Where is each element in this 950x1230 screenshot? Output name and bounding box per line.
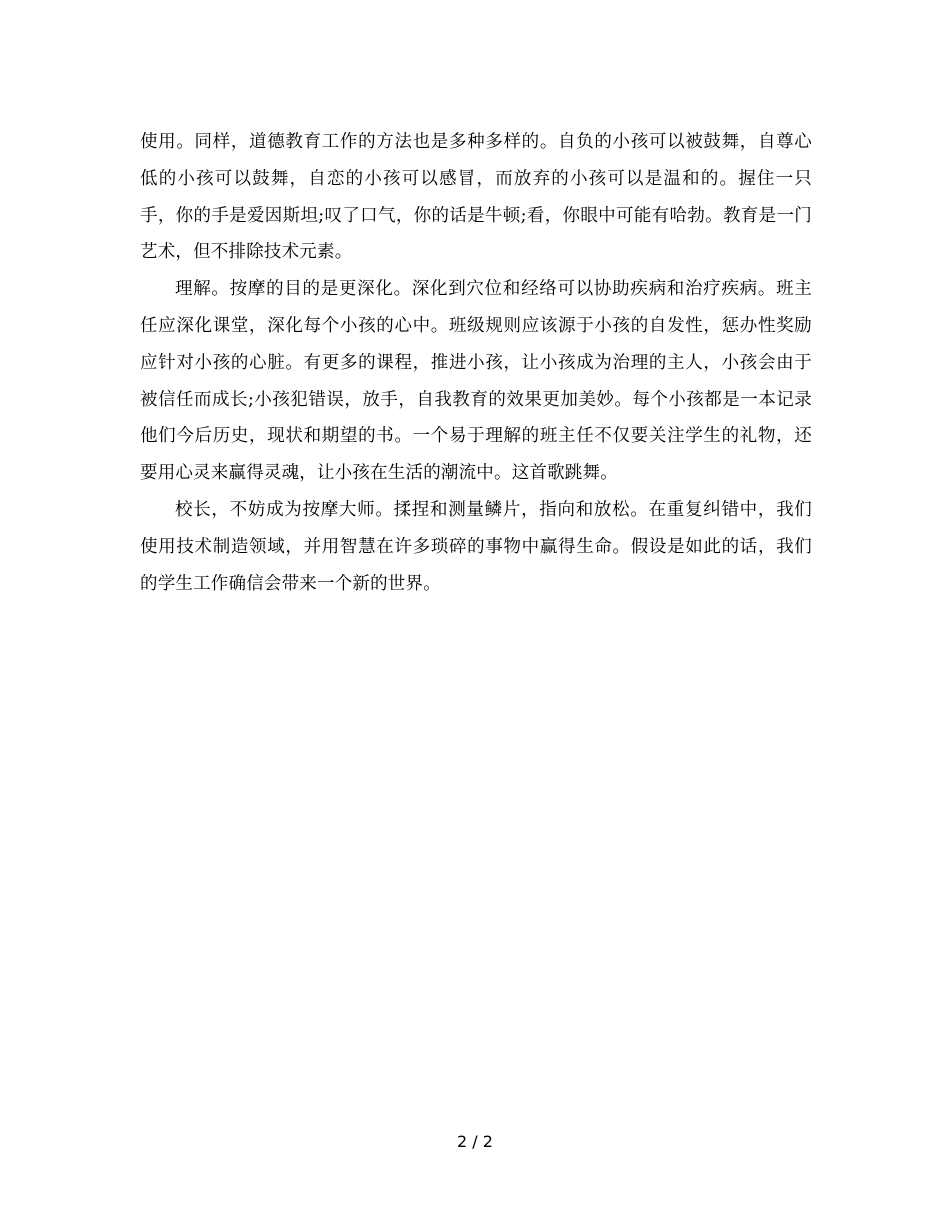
document-body <box>140 124 812 602</box>
paragraph-2: 理解。按摩的目的是更深化。深化到穴位和经络可以协助疾病和治疗疾病。班主任应深化课堂，深化每个小孩的心中。班级规则应该源于小孩的自发性，惩办性奖励应针对小孩的心脏。有更多的课程，推进小孩，让小孩成为治理的主人，小孩会由于被信任而成长;小孩犯错误，放手，自我教育的效果更加美妙。每个小孩都是一本记录他们今后历史，现状和期望的书。一个易于理解的班主任不仅要关注学生的礼物，还要用心灵来赢得灵魂，让小孩在生活的潮流中。这首歌跳舞。 <box>140 279 812 484</box>
paragraph-3: 校长，不妨成为按摩大师。揉捏和测量鳞片，指向和放松。在重复纠错中，我们使用技术制造领域，并用智慧在许多琐碎的事物中赢得生命。假设是如此的话，我们的学生工作确信会带来一个新的世界。 <box>140 499 812 594</box>
paragraph-1: 使用。同样，道德教育工作的方法也是多种多样的。自负的小孩可以被鼓舞，自尊心低的小孩可以鼓舞，自恋的小孩可以感冒，而放弃的小孩可以是温和的。握住一只手，你的手是爱因斯坦;叹了口气，你的话是牛顿;看，你眼中可能有哈勃。教育是一门艺术，但不排除技术元素。 <box>140 132 812 263</box>
page-number: 2 / 2 <box>457 1132 493 1151</box>
